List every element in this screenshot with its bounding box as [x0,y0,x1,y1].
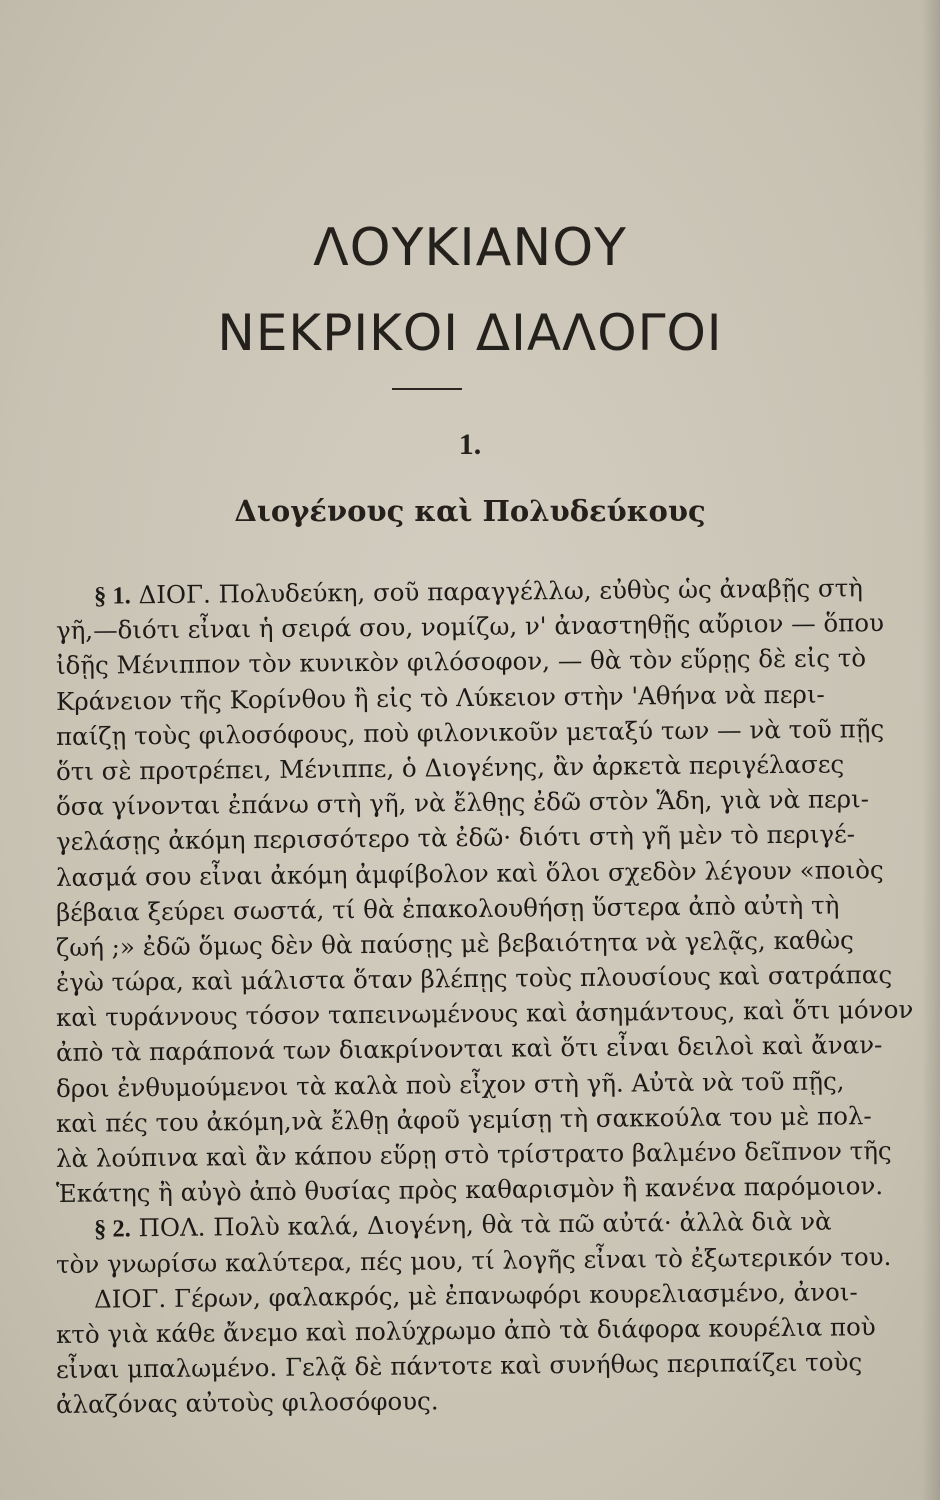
line-text: βέβαια ξεύρει σωστά, τί θὰ ἐπακολουθήσῃ ὕστερα ἀπὸ αὐτὴ τὴ [55,890,840,927]
book-title: ΝΕΚΡΙΚΟΙ ΔΙΑΛΟΓΟΙ [217,304,723,362]
line-text: λὰ λούπινα καὶ ἂν κάπου εὕρῃ στὸ τρίστρατο βαλμένο δεῖπνον τῆς [55,1135,892,1173]
line-text: Κράνειον τῆς Κορίνθου ἢ εἰς τὸ Λύκειον στὴν 'Αθήνα νὰ περι- [55,679,825,716]
line-text: ὅσα γίνονται ἐπάνω στὴ γῆ, νὰ ἔλθῃς ἐδῶ στὸν Ἅδη, γιὰ νὰ περι- [55,784,870,822]
line-text: ΔΙΟΓ. Πολυδεύκη, σοῦ παραγγέλλω, εὐθὺς ὡς ἀναβῇς στὴ [138,573,863,610]
dialogue-number: 1. [458,428,482,461]
line-text: δροι ἐνθυμούμενοι τὰ καλὰ ποὺ εἶχον στὴ γῆ. Αὐτὰ νὰ τοῦ πῇς, [55,1066,845,1103]
line-text: καὶ τυράννους τόσον ταπεινωμένους καὶ ἀσημάντους, καὶ ὅτι μόνον [55,995,914,1033]
line-text: τὸν γνωρίσω καλύτερα, πές μου, τί λογῆς εἶναι τὸ ἐξωτερικόν του. [55,1241,892,1279]
line-text: ὅτι σὲ προτρέπει, Μένιππε, ὁ Διογένης, ἂν ἀρκετὰ περιγέλασες [55,749,845,786]
dialogue-body [55,573,914,1423]
line-text: ΔΙΟΓ. Γέρων, φαλακρός, μὲ ἐπανωφόρι κουρελιασμένο, ἀνοι- [93,1277,858,1314]
line-text: παίζῃ τοὺς φιλοσόφους, ποὺ φιλονικοῦν μεταξύ των — νὰ τοῦ πῇς [55,713,885,751]
line-text: Ἑκάτης ἢ αὐγὸ ἀπὸ θυσίας πρὸς καθαρισμὸν ἢ κανένα παρόμοιον. [55,1171,884,1209]
text-line [56,1380,822,1423]
line-text: ζωή ;» ἐδῶ ὅμως δὲν θὰ παύσῃς μὲ βεβαιότητα νὰ γελᾷς, καθὼς [55,925,854,962]
line-text: γελάσῃς ἀκόμη περισσότερο τὰ ἐδῶ· διότι στὴ γῆ μὲν τὸ περιγέ- [55,819,856,857]
line-text: ἀπὸ τὰ παράπονά των διακρίνονται καὶ ὅτι εἶναι δειλοὶ καὶ ἄναν- [55,1030,883,1068]
divider-rule [392,388,462,390]
line-text: ΠΟΛ. Πολὺ καλά, Διογένη, θὰ τὰ πῶ αὐτά· ἀλλὰ διὰ νὰ [138,1206,832,1243]
line-text: κτὸ γιὰ κάθε ἄνεμο καὶ πολύχρωμο ἀπὸ τὰ διάφορα κουρέλια ποὺ [55,1312,876,1349]
line-text: καὶ πές του ἀκόμη,νὰ ἔλθῃ ἀφοῦ γεμίσῃ τὴ σακκούλα του μὲ πολ- [55,1100,872,1138]
section-marker: § 2. [93,1215,131,1244]
line-text: ἰδῇς Μένιππον τὸν κυνικὸν φιλόσοφον, — θὰ τὸν εὕρῃς δὲ εἰς τὸ [55,643,867,681]
line-text: ἀλαζόνας αὐτοὺς φιλοσόφους. [55,1386,439,1420]
line-text: λασμά σου εἶναι ἀκόμη ἀμφίβολον καὶ ὅλοι σχεδὸν λέγουν «ποιὸς [55,854,884,892]
section-marker: § 1. [93,582,131,610]
author-heading: ΛΟΥΚΙΑΝΟΥ [313,218,627,278]
line-text: ἐγὼ τώρα, καὶ μάλιστα ὅταν βλέπῃς τοὺς πλουσίους καὶ σατράπας [55,960,893,998]
line-text: γῆ,—διότι εἶναι ἡ σειρά σου, νομίζω, ν' ἀναστηθῇς αὔριον — ὅπου [55,608,885,646]
line-text: εἶναι μπαλωμένο. Γελᾷ δὲ πάντοτε καὶ συνήθως περιπαίζει τοὺς [55,1347,863,1385]
dialogue-title: Διογένους καὶ Πολυδεύκους [234,494,706,528]
